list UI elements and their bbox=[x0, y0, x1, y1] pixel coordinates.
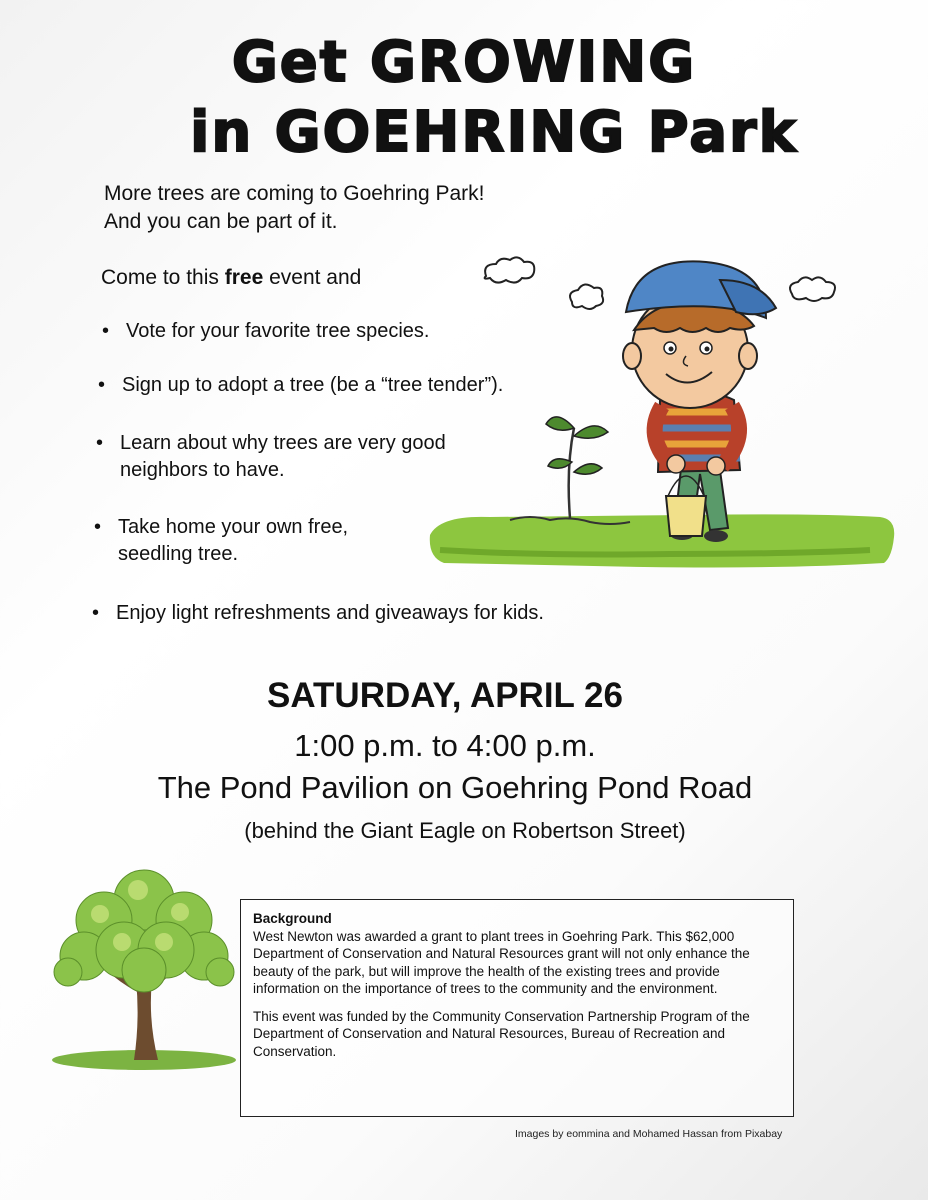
list-item bbox=[92, 430, 446, 484]
flyer-title-line-2: in GOEHRING Park bbox=[190, 100, 798, 165]
come-to-event-text bbox=[101, 266, 361, 290]
list-item-line-1: • Learn about why trees are very good bbox=[120, 432, 446, 454]
come-prefix: Come to this bbox=[101, 266, 225, 289]
background-heading: Background bbox=[253, 911, 332, 926]
come-suffix: event and bbox=[263, 266, 362, 289]
list-item-line-1: • Enjoy light refreshments and giveaways for kids. bbox=[116, 602, 544, 624]
flyer-title-line-1: Get GROWING bbox=[231, 30, 697, 95]
list-item-line-2: seedling tree. bbox=[118, 543, 239, 565]
event-time: 1:00 p.m. to 4:00 p.m. bbox=[294, 728, 596, 763]
background-paragraph-2: This event was funded by the Community Conservation Partnership Program of the Department of Conservation and Natural Resources, Bureau of Recreation and Conservation. bbox=[253, 1008, 750, 1059]
event-location: The Pond Pavilion on Goehring Pond Road bbox=[157, 770, 753, 805]
background-info-box bbox=[240, 899, 794, 1117]
list-item bbox=[90, 514, 348, 568]
cloud-icon bbox=[790, 277, 835, 301]
event-date: SATURDAY, APRIL 26 bbox=[267, 676, 623, 715]
intro-line-2: And you can be part of it. bbox=[104, 210, 338, 233]
event-location-note: (behind the Giant Eagle on Robertson Street) bbox=[244, 818, 686, 843]
come-emphasis: free bbox=[224, 266, 264, 289]
cloud-icon bbox=[485, 257, 535, 282]
list-item-line-2: neighbors to have. bbox=[120, 459, 285, 481]
list-item bbox=[88, 600, 544, 627]
list-item bbox=[98, 318, 430, 345]
tree-illustration bbox=[44, 860, 244, 1080]
intro-text bbox=[104, 180, 485, 236]
intro-line-1: More trees are coming to Goehring Park! bbox=[104, 182, 485, 205]
cloud-icon bbox=[570, 284, 603, 309]
list-item-line-1: • Sign up to adopt a tree (be a “tree tender”). bbox=[122, 374, 504, 396]
boy-planting-tree-illustration bbox=[420, 250, 900, 590]
image-credit: Images by eommina and Mohamed Hassan from Pixabay bbox=[515, 1128, 783, 1140]
list-item-line-1: • Take home your own free, bbox=[118, 516, 349, 538]
list-item-line-1: • Vote for your favorite tree species. bbox=[126, 320, 430, 342]
background-paragraph-1: West Newton was awarded a grant to plant trees in Goehring Park. This $62,000 Department of Conservation and Natural Resources grant will not only enhance the beauty of the park, but will improve the health of the existing trees and provide information on the importance of trees to the community and the environment. bbox=[253, 928, 750, 996]
